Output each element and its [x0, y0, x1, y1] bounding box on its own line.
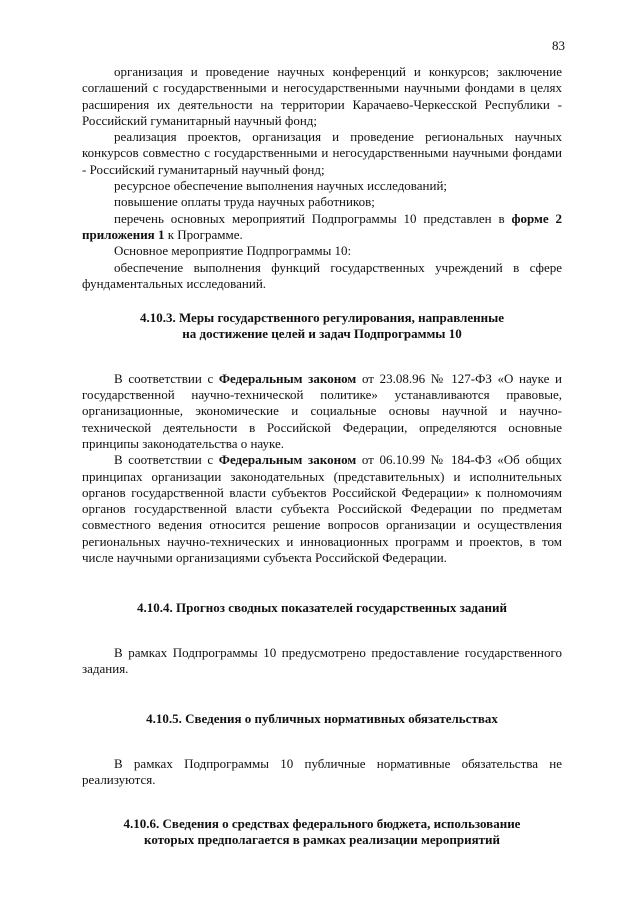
paragraph-main-event: Основное мероприятие Подпрограммы 10:	[114, 243, 352, 259]
paragraph-law-184	[82, 452, 562, 566]
paragraph-resources: ресурсное обеспечение выполнения научных исследований;	[114, 178, 448, 194]
paragraph-fundamental-research: обеспечение выполнения функций государственных учреждений в сфере фундаментальных исследований.	[82, 259, 562, 291]
bold-run: форме 2 приложения 1	[82, 210, 562, 242]
paragraph-public-obligations: В рамках Подпрограммы 10 публичные нормативные обязательства не реализуются.	[82, 755, 562, 787]
text-run: В соответствии с	[114, 370, 219, 386]
heading-line: 4.10.3. Меры государственного регулирования, направленные	[139, 310, 505, 326]
heading-line: 4.10.6. Сведения о средствах федерального бюджета, использование	[123, 816, 521, 832]
heading-line: которых предполагается в рамках реализации мероприятий	[144, 832, 500, 848]
paragraph-projects: реализация проектов, организация и проведение региональных научных конкурсов совместно с государственными и негосударственными научными фондами - Российский гуманитарный научный фонд;	[82, 129, 562, 177]
section-heading-4-10-5: 4.10.5. Сведения о публичных нормативных обязательствах	[146, 711, 498, 727]
bold-run: Федеральным законом	[218, 452, 357, 468]
text-run: перечень основных мероприятий Подпрограммы 10 представлен в	[114, 210, 512, 226]
section-heading-4-10-4: 4.10.4. Прогноз сводных показателей государственных заданий	[137, 600, 507, 616]
paragraph-salary: повышение оплаты труда научных работников;	[114, 194, 375, 210]
text-run: от 23.08.96 № 127-ФЗ «О науке и государственной научно-технической политике» устанавливаются правовые, организационные, экономические и социальные основы научной и научно-технической деятельности в Российской Федерации, определяются основные принципы законодательства о науке.	[82, 370, 562, 451]
bold-run: Федеральным законом	[218, 370, 357, 386]
paragraph-state-assignment: В рамках Подпрограммы 10 предусмотрено предоставление государственного задания.	[82, 644, 562, 676]
paragraph-conferences: организация и проведение научных конференций и конкурсов; заключение соглашений с государственными и негосударственными научными фондами в целях расширения их деятельности на территории Карачаево-Черкесской Республики - Российский гуманитарный научный фонд;	[82, 64, 562, 128]
paragraph-events-list	[82, 211, 562, 244]
text-run: В соответствии с	[114, 452, 219, 468]
document-body	[82, 64, 562, 849]
paragraph-law-127	[82, 371, 562, 452]
section-heading-4-10-6	[82, 816, 562, 849]
section-heading-4-10-3	[82, 310, 562, 343]
text-run: от 06.10.99 № 184-ФЗ «Об общих принципах организации законодательных (представительных) и исполнительных органов государственной власти субъектов Российской Федерации» к полномочиям органов государственной власти субъекта Российской Федерации по предметам совместного ведения относится решение вопросов организации и осуществления региональных научно-технических и инновационных программ и проектов, в том числе научными организациями субъекта Российской Федерации.	[82, 452, 562, 566]
heading-line: на достижение целей и задач Подпрограммы 10	[182, 326, 462, 342]
text-run: к Программе.	[164, 226, 243, 242]
page-number: 83	[552, 38, 565, 53]
